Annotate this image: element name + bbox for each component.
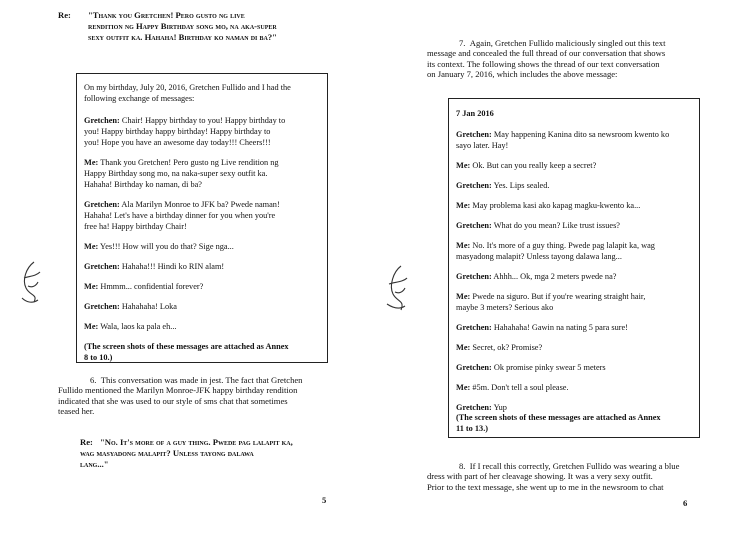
re-heading-guy-thing bbox=[58, 437, 358, 473]
box-line: Gretchen: May happening Kanina dito sa newsroom kwento ko bbox=[456, 130, 670, 139]
box-line: Me: Secret, ok? Promise? bbox=[456, 343, 543, 352]
box-line: Me: Thank you Gretchen! Pero gusto ng Live rendition ng bbox=[84, 158, 279, 167]
box-line: Gretchen: Hahahaha! Loka bbox=[84, 302, 177, 311]
re-label: Re: bbox=[80, 437, 93, 447]
box-line: Gretchen: Ahhh... Ok, mga 2 meters pwede na? bbox=[456, 272, 617, 281]
signature-initials bbox=[12, 258, 50, 308]
annex-note: 8 to 10.) bbox=[84, 353, 113, 362]
page-number: 6 bbox=[683, 498, 688, 508]
message-date: 7 Jan 2016 bbox=[456, 109, 494, 118]
re-line: rendition ng Happy Birthday song mo, na aka-super bbox=[88, 21, 277, 31]
box-line: Hahaha! Birthday ko naman, di ba? bbox=[84, 180, 202, 189]
box-line: Gretchen: Hahaha!!! Hindi ko RIN alam! bbox=[84, 262, 225, 271]
box-line: On my birthday, July 20, 2016, Gretchen Fullido and I had the bbox=[84, 83, 291, 92]
box-line: Me: May problema kasi ako kapag magku-kwento ka... bbox=[456, 201, 641, 210]
paragraph-number: 6. bbox=[90, 375, 97, 385]
box-line: Gretchen: Ala Marilyn Monroe to JFK ba? Pwede naman! bbox=[84, 200, 280, 209]
box-line: Me: Wala, laos ka pala eh... bbox=[84, 322, 177, 331]
box-line: you! Happy birthday happy birthday! Happy birthday to bbox=[84, 127, 271, 136]
paragraph-number: 8. bbox=[459, 461, 466, 471]
birthday-message-box bbox=[76, 73, 328, 363]
box-line: Me: #5m. Don't tell a soul please. bbox=[456, 383, 569, 392]
box-line: Hahaha! Let's have a birthday dinner for you when you're bbox=[84, 211, 276, 220]
re-line: "No. It's more of a guy thing. Pwede pag lalapit ka, bbox=[100, 437, 293, 447]
paragraph-6: 6. This conversation was made in jest. The fact that Gretchen Fullido mentioned the Marilyn Monroe-JFK happy birthday rendition indicated that she was used to our style of sms chat that sometimes teased her. bbox=[58, 375, 303, 417]
box-line: Gretchen: Hahahaha! Gawin na nating 5 para sure! bbox=[456, 323, 628, 332]
box-line: Gretchen: What do you mean? Like trust issues? bbox=[456, 221, 620, 230]
re-label: Re: bbox=[58, 10, 71, 20]
signature-initials bbox=[377, 262, 417, 316]
box-line: following exchange of messages: bbox=[84, 94, 195, 103]
box-line: Happy Birthday song mo, na naka-super sexy outfit ka. bbox=[84, 169, 268, 178]
box-line: Me: Hmmm... confidential forever? bbox=[84, 282, 204, 291]
box-line: Me: Pwede na siguro. But if you're wearing straight hair, bbox=[456, 292, 646, 301]
right-page bbox=[375, 0, 750, 537]
re-line: wag masyadong malapit? Unless tayong dalawa bbox=[80, 448, 254, 458]
box-line: sayo later. Hay! bbox=[456, 141, 509, 150]
newsroom-message-box bbox=[448, 98, 700, 438]
box-line: maybe 3 meters? Serious ako bbox=[456, 303, 554, 312]
annex-note: (The screen shots of these messages are attached as Annex bbox=[456, 413, 661, 422]
re-heading-birthday bbox=[58, 10, 358, 46]
box-line: Gretchen: Yes. Lips sealed. bbox=[456, 181, 550, 190]
box-line: Me: Ok. But can you really keep a secret? bbox=[456, 161, 597, 170]
annex-note: (The screen shots of these messages are attached as Annex bbox=[84, 342, 289, 351]
paragraph-7: 7. Again, Gretchen Fullido maliciously singled out this text message and concealed the full thread of our conversation that shows its context. The following shows the thread of our text conversation on January 7, 2016, which includes the above message: bbox=[427, 38, 666, 80]
re-line: lang..." bbox=[80, 459, 109, 469]
box-line: masyadong malapit? Unless tayong dalawa lang... bbox=[456, 252, 622, 261]
box-line: Me: No. It's more of a guy thing. Pwede pag lalapit ka, wag bbox=[456, 241, 655, 250]
box-line: Gretchen: Yup bbox=[456, 403, 507, 412]
box-line: Gretchen: Chair! Happy birthday to you! Happy birthday to bbox=[84, 116, 286, 125]
box-line: you! Hope you have an awesome day today!!! Cheers!!! bbox=[84, 138, 271, 147]
page-number: 5 bbox=[322, 495, 327, 505]
re-line: "Thank you Gretchen! Pero gusto ng live bbox=[88, 10, 245, 20]
box-line: free ha! Happy birthday Chair! bbox=[84, 222, 187, 231]
box-line: Me: Yes!!! How will you do that? Sige nga... bbox=[84, 242, 234, 251]
box-line: Gretchen: Ok promise pinky swear 5 meters bbox=[456, 363, 606, 372]
paragraph-8: 8. If I recall this correctly, Gretchen Fullido was wearing a blue dress with part of her cleavage showing. It was a very sexy outfit. Prior to the text message, she went up to me in the newsroom to chat bbox=[427, 461, 680, 492]
re-line: sexy outfit ka. Hahaha! Birthday ko naman di ba?" bbox=[88, 32, 277, 42]
paragraph-number: 7. bbox=[459, 38, 466, 48]
annex-note: 11 to 13.) bbox=[456, 424, 489, 433]
